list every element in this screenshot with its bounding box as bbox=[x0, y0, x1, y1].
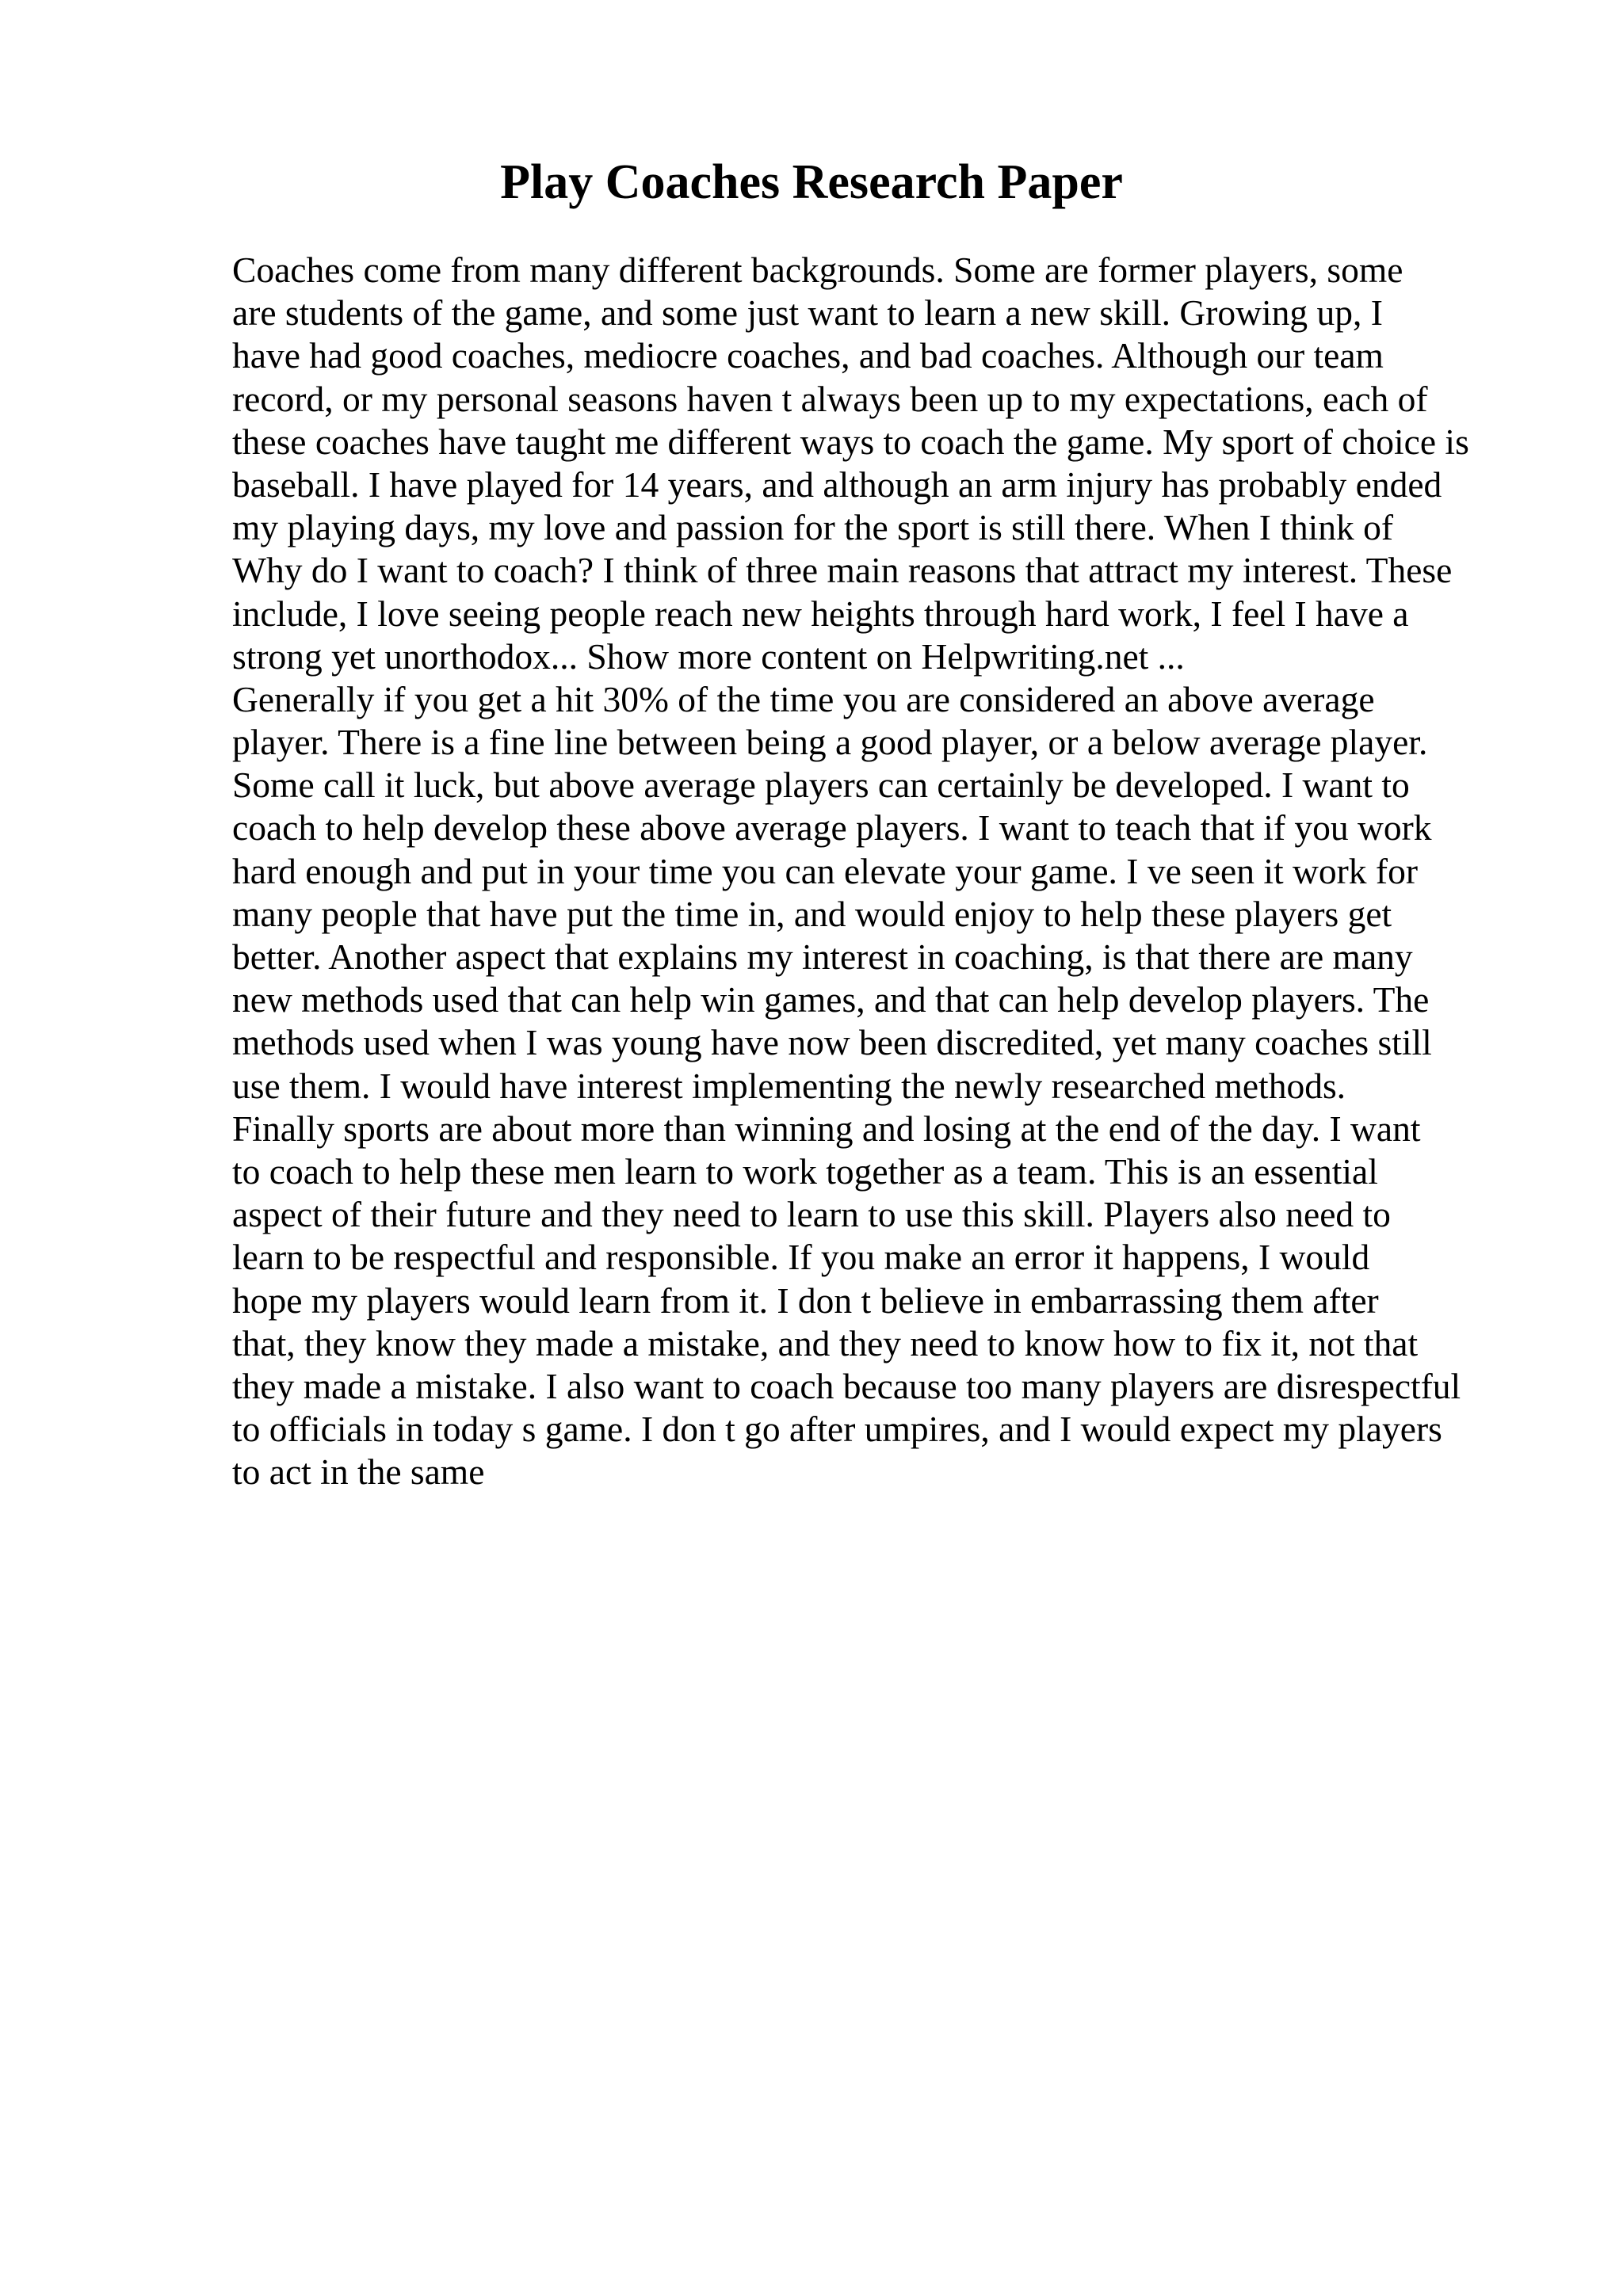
body-line: to act in the same bbox=[232, 1451, 485, 1493]
body-line: aspect of their future and they need to learn to use this skill. Players also need to bbox=[232, 1194, 1391, 1235]
body-line: learn to be respectful and responsible. If you make an error it happens, I would bbox=[232, 1237, 1370, 1278]
body-line: coach to help develop these above average players. I want to teach that if you work bbox=[232, 807, 1432, 849]
body-line: hard enough and put in your time you can elevate your game. I ve seen it work for bbox=[232, 850, 1418, 891]
document-title: Play Coaches Research Paper bbox=[500, 155, 1123, 209]
body-line: many people that have put the time in, and would enjoy to help these players get bbox=[232, 893, 1392, 934]
body-line: Generally if you get a hit 30% of the time you are considered an above average bbox=[232, 678, 1375, 719]
body-line: player. There is a fine line between being a good player, or a below average player. bbox=[232, 722, 1428, 763]
body-line: are students of the game, and some just want to learn a new skill. Growing up, I bbox=[232, 292, 1383, 334]
body-line: that, they know they made a mistake, and they need to know how to fix it, not that bbox=[232, 1322, 1419, 1363]
body-line: better. Another aspect that explains my interest in coaching, is that there are many bbox=[232, 936, 1413, 977]
body-line: to officials in today s game. I don t go after umpires, and I would expect my players bbox=[232, 1409, 1442, 1450]
body-line: Some call it luck, but above average players can certainly be developed. I want to bbox=[232, 765, 1410, 806]
body-line: they made a mistake. I also want to coach because too many players are disrespectful bbox=[232, 1365, 1461, 1406]
body-line: to coach to help these men learn to work together as a team. This is an essential bbox=[232, 1150, 1378, 1192]
body-line: strong yet unorthodox... Show more content on Helpwriting.net ... bbox=[232, 635, 1185, 677]
body-line: these coaches have taught me different ways to coach the game. My sport of choice is bbox=[232, 421, 1469, 462]
body-line: use them. I would have interest implementing the newly researched methods. bbox=[232, 1065, 1346, 1106]
body-line: Why do I want to coach? I think of three main reasons that attract my interest. These bbox=[232, 550, 1453, 591]
body-line: include, I love seeing people reach new heights through hard work, I feel I have a bbox=[232, 593, 1409, 634]
document-body bbox=[232, 249, 1500, 1493]
body-line: my playing days, my love and passion for the sport is still there. When I think of bbox=[232, 507, 1394, 548]
body-line: baseball. I have played for 14 years, and although an arm injury has probably ended bbox=[232, 463, 1442, 505]
body-line: have had good coaches, mediocre coaches, and bad coaches. Although our team bbox=[232, 335, 1384, 376]
body-line: Finally sports are about more than winning and losing at the end of the day. I want bbox=[232, 1108, 1421, 1149]
body-line: methods used when I was young have now been discredited, yet many coaches still bbox=[232, 1022, 1432, 1063]
body-line: hope my players would learn from it. I don t believe in embarrassing them after bbox=[232, 1280, 1379, 1321]
body-line: new methods used that can help win games, and that can help develop players. The bbox=[232, 979, 1430, 1020]
body-line: Coaches come from many different backgrounds. Some are former players, some bbox=[232, 250, 1403, 290]
body-line: record, or my personal seasons haven t always been up to my expectations, each of bbox=[232, 378, 1428, 419]
